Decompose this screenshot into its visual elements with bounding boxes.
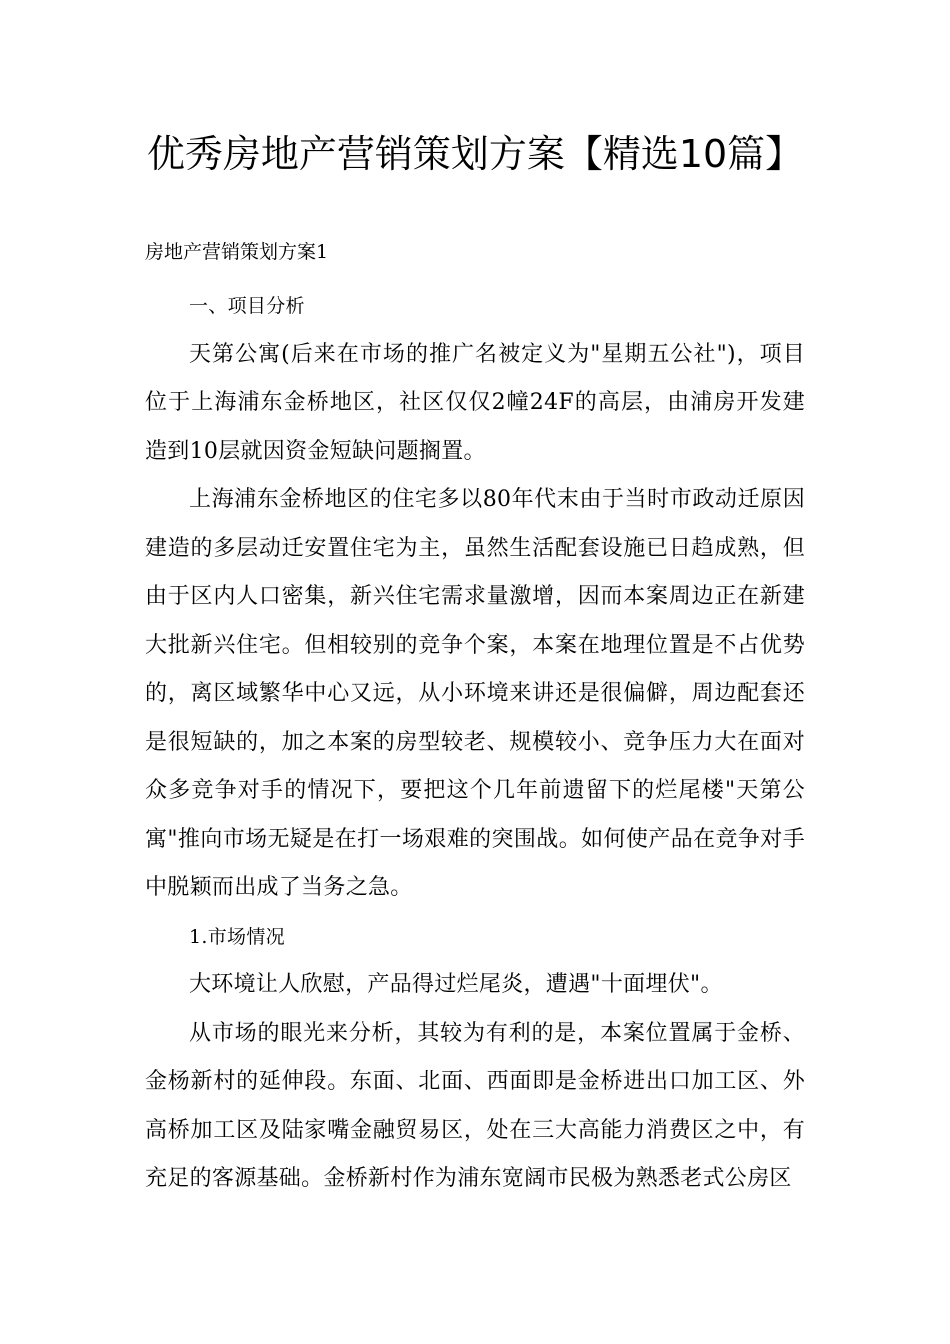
document-title: 优秀房地产营销策划方案【精选10篇】 [146,132,804,176]
section-heading-project-analysis: 一、项目分析 [189,295,305,317]
paragraph-area-analysis: 上海浦东金桥地区的住宅多以80年代末由于当时市政动迁原因建造的多层动迁安置住宅为主，虽然生活配套设施已日趋成熟，但由于区内人口密集，新兴住宅需求量激增，因而本案周边正在新建大批新兴住宅。但相较别的竞争个案，本案在地理位置是不占优势的，离区域繁华中心又远，从小环境来讲还是很偏僻，周边配套还是很短缺的，加之本案的房型较老、规模较小、竞争压力大在面对众多竞争对手的情况下，要把这个几年前遗留下的烂尾楼"天第公寓"推向市场无疑是在打一场艰难的突围战。如何使产品在竞争对手中脱颖而出成了当务之急。 [145,487,805,900]
document-body [145,282,805,1204]
paragraph-market-analysis: 从市场的眼光来分析，其较为有利的是，本案位置属于金桥、金杨新村的延伸段。东面、北面、西面即是金桥进出口加工区、外高桥加工区及陆家嘴金融贸易区，处在三大高能力消费区之中，有充足的客源基础。金桥新村作为浦东宽阔市民极为熟悉老式公房区 [145,1020,805,1191]
paragraph-environment: 大环境让人欣慰，产品得过烂尾炎，遭遇"十面埋伏"。 [189,972,723,997]
document-subtitle: 房地产营销策划方案1 [145,241,329,263]
paragraph-project-intro: 天第公寓(后来在市场的推广名被定义为"星期五公社")，项目位于上海浦东金桥地区，社区仅仅2幢24F的高层，由浦房开发建造到10层就因资金短缺问题搁置。 [145,341,805,464]
section-heading-market-situation: 1.市场情况 [189,925,285,948]
